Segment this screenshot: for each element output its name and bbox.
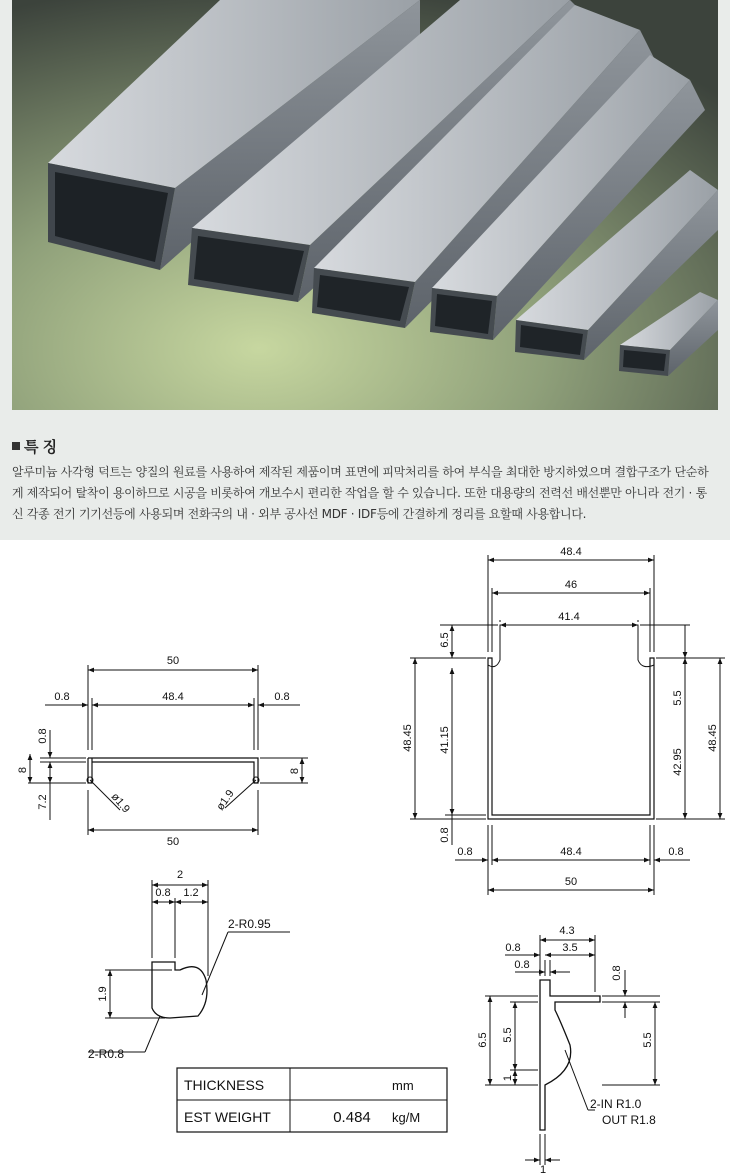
cover-hole-left: ø1.9 [108,790,132,816]
groove-h-right-top: 0.8 [611,965,623,981]
cover-left-h1: 0.8 [37,728,49,744]
groove-h-small: 1 [502,1074,514,1082]
groove-bottom: 1 [539,1164,547,1175]
duct-photo-illustration [0,0,730,410]
cover-left-h3: 7.2 [37,794,49,810]
weight-label: EST WEIGHT [184,1109,271,1125]
body-right-top: 5.5 [672,690,684,706]
product-photo [0,0,730,540]
cover-left-h2: 8 [17,766,29,774]
lip-w2: 1.2 [183,887,199,899]
feature-heading [12,436,57,457]
groove-radius-in: 2-IN R1.0 [590,1097,642,1111]
lip-width: 2 [176,869,184,881]
cover-right-h: 8 [289,767,301,775]
body-right-total: 48.45 [707,724,719,752]
groove-h-mid: 5.5 [502,1027,514,1043]
groove-detail [485,935,660,1165]
cover-hole-right: ø1.9 [214,787,237,813]
groove-w-right: 3.5 [562,942,578,954]
cover-edge-left: 0.8 [54,691,70,703]
groove-h-left: 6.5 [477,1032,489,1048]
lip-radius-bottom: 2-R0.8 [88,1047,125,1061]
body-top-outer: 48.4 [560,546,582,558]
body-right-inner: 42.95 [672,748,684,776]
body-profile [410,555,725,895]
body-top-mid: 46 [564,579,578,591]
thickness-unit: mm [392,1078,414,1093]
weight-unit: kg/M [392,1110,421,1125]
groove-w-left: 0.8 [505,942,521,954]
lip-w1: 0.8 [155,887,171,899]
weight-value: 0.484 [333,1109,371,1126]
groove-w-total: 4.3 [559,925,575,937]
cover-top-width: 50 [166,655,180,667]
feature-description: 알루미늄 사각형 덕트는 양질의 원료를 사용하여 제작된 제품이며 표면에 피막처리를 하여 부식을 최대한 방지하였으며 결합구조가 단순하게 제작되어 탈착이 용이하므로 시공을 비롯하여 개보수시 편리한 작업을 할 수 있습니다. 또한 대용량의 전력선 배선뿐만 아니라 전기 · 통신 각종 전기 기기선등에 사용되며 전화국의 내 · 외부 공사선 MDF · IDF등에 간결하게 정리를 요할때 사용합니다. [12,465,709,521]
body-bottom-inner: 48.4 [560,846,582,858]
technical-drawing [0,540,730,1175]
lip-height: 1.9 [97,986,109,1002]
bullet-square-icon [12,442,20,450]
body-bottom-left: 0.8 [457,846,473,858]
groove-w-inner: 0.8 [514,959,530,971]
lip-detail [88,880,290,1052]
body-left-inner: 41.15 [439,726,451,754]
body-left-top: 6.5 [439,632,451,648]
cover-inner-width: 48.4 [162,691,184,703]
thickness-label: THICKNESS [184,1077,265,1093]
body-left-total: 48.45 [402,724,414,752]
groove-radius-out: OUT R1.8 [602,1113,656,1127]
cover-bottom-width: 50 [166,836,180,848]
groove-h-right: 5.5 [642,1032,654,1048]
body-top-inner: 41.4 [558,611,580,623]
feature-title: 특 징 [24,439,58,456]
body-left-bottom: 0.8 [439,827,451,843]
body-bottom-total: 50 [564,876,578,888]
body-bottom-right: 0.8 [668,846,684,858]
cover-edge-right: 0.8 [274,691,290,703]
lip-radius-top: 2-R0.95 [228,917,271,931]
